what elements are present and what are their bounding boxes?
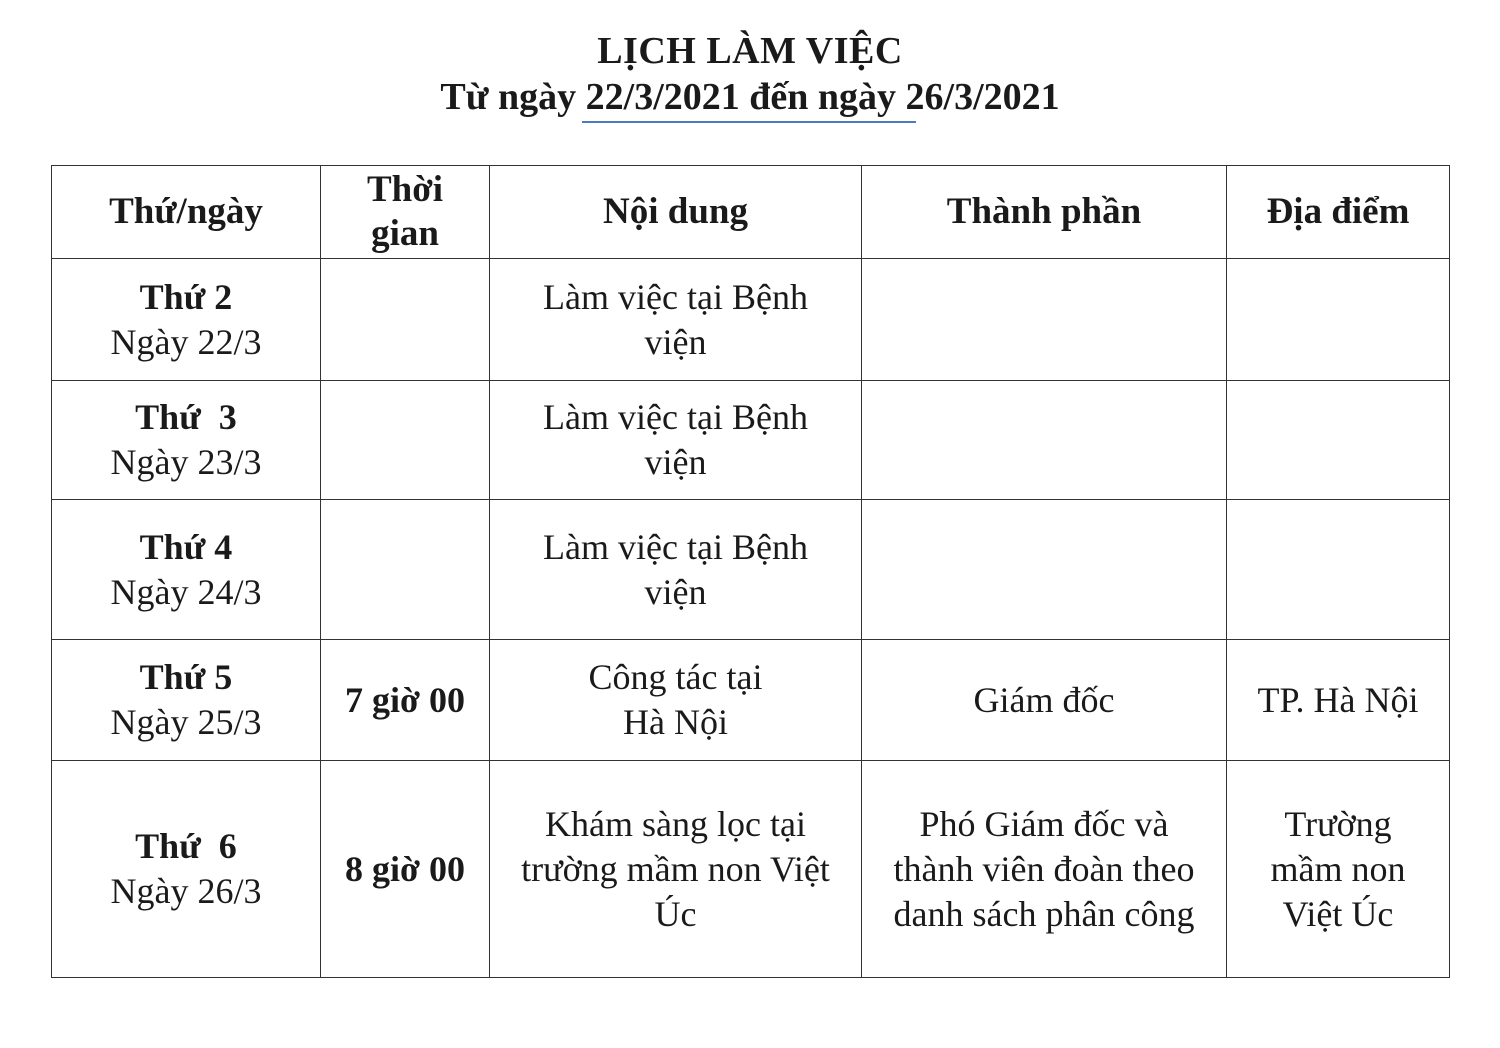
location-cell [1227, 381, 1450, 500]
day-date: Ngày 24/3 [110, 571, 262, 612]
content-cell: Khám sàng lọc tại trường mầm non Việt Úc [490, 761, 862, 978]
date-range-subtitle: Từ ngày 22/3/2021 đến ngày 26/3/2021 [440, 76, 1060, 118]
day-name: Thứ 2 [139, 276, 233, 317]
participants-cell [862, 500, 1227, 640]
participants-cell [862, 381, 1227, 500]
time-cell [321, 500, 490, 640]
day-name: Thứ 6 [135, 826, 237, 866]
day-date: Ngày 26/3 [110, 871, 262, 911]
column-header-participants: Thành phần [862, 166, 1227, 259]
column-header-location: Địa điểm [1227, 166, 1450, 259]
day-date: Ngày 22/3 [110, 321, 262, 362]
table-row [52, 640, 1450, 761]
page-title: LỊCH LÀM VIỆC [597, 30, 903, 72]
column-header-day: Thứ/ngày [52, 166, 321, 259]
day-name: Thứ 5 [139, 657, 233, 697]
day-cell [52, 259, 321, 381]
schedule-table [51, 165, 1450, 978]
day-date: Ngày 23/3 [110, 442, 262, 482]
day-name: Thứ 3 [135, 397, 237, 437]
table-row [52, 259, 1450, 381]
time-cell: 7 giờ 00 [321, 640, 490, 761]
content-cell: Làm việc tại Bệnh viện [490, 381, 862, 500]
subtitle-underline [582, 121, 916, 123]
participants-cell [862, 259, 1227, 381]
time-cell [321, 259, 490, 381]
content-cell: Làm việc tại Bệnh viện [490, 500, 862, 640]
day-cell [52, 381, 321, 500]
day-cell [52, 640, 321, 761]
table-row [52, 761, 1450, 978]
day-name: Thứ 4 [139, 526, 233, 567]
content-cell: Làm việc tại Bệnh viện [490, 259, 862, 381]
table-header-row [52, 166, 1450, 259]
location-cell [1227, 259, 1450, 381]
column-header-content: Nội dung [490, 166, 862, 259]
participants-cell: Phó Giám đốc và thành viên đoàn theo danh sách phân công [862, 761, 1227, 978]
time-cell: 8 giờ 00 [321, 761, 490, 978]
day-cell [52, 500, 321, 640]
column-header-time: Thời gian [321, 166, 490, 259]
day-date: Ngày 25/3 [110, 702, 262, 742]
table-row [52, 381, 1450, 500]
participants-cell: Giám đốc [862, 640, 1227, 761]
day-cell [52, 761, 321, 978]
location-cell: TP. Hà Nội [1227, 640, 1450, 761]
table-row [52, 500, 1450, 640]
location-cell: Trường mầm non Việt Úc [1227, 761, 1450, 978]
location-cell [1227, 500, 1450, 640]
time-cell [321, 381, 490, 500]
content-cell: Công tác tại Hà Nội [490, 640, 862, 761]
